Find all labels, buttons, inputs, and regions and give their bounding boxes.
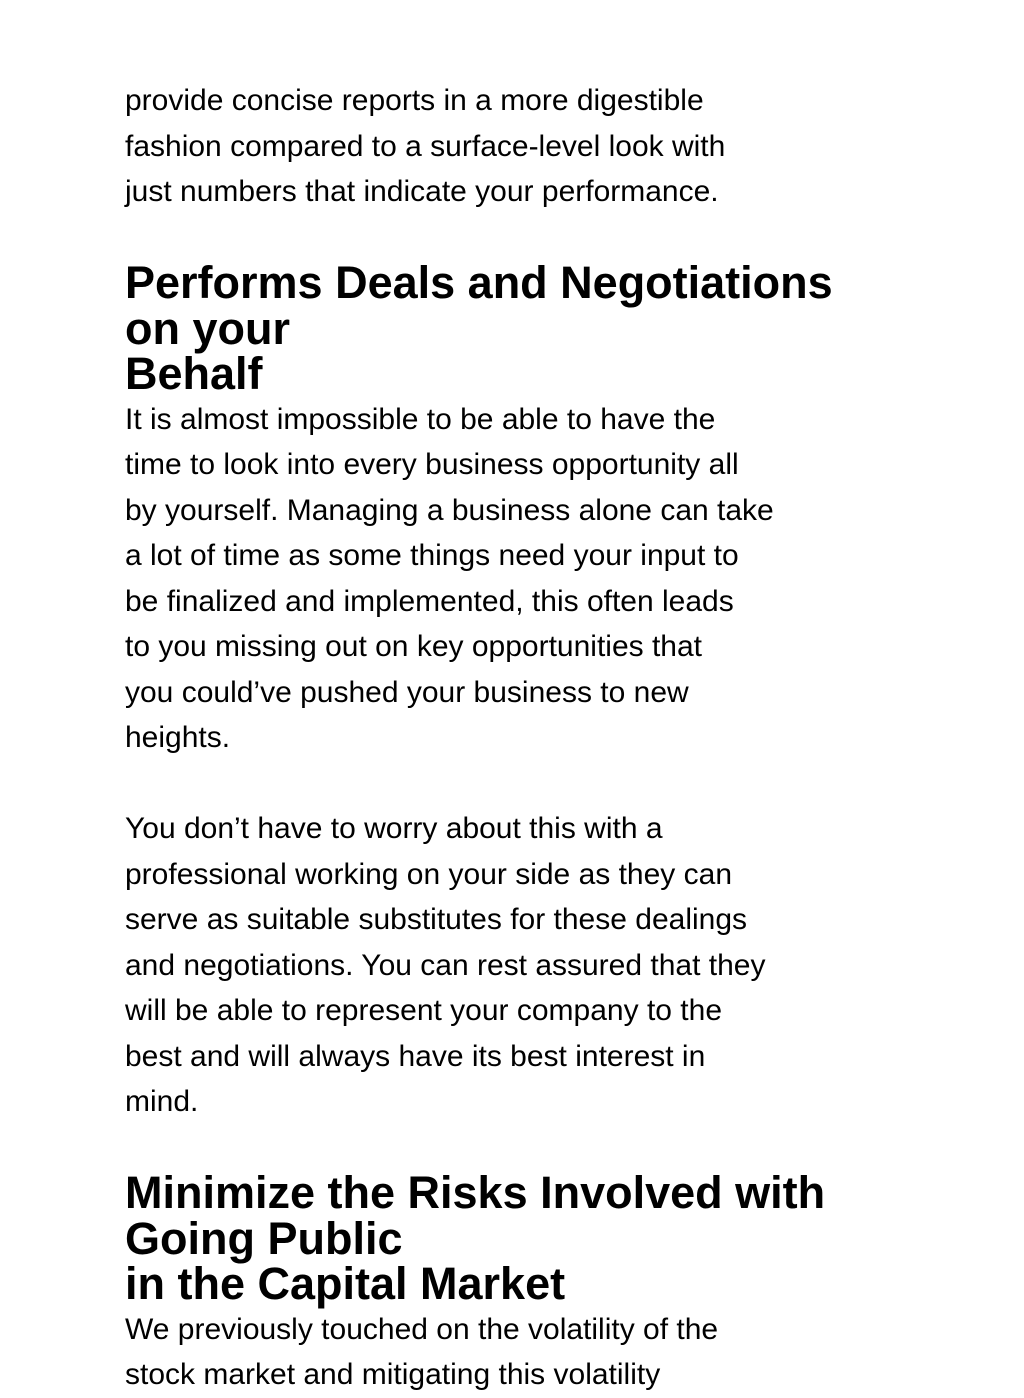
section-heading-deals-negotiations: Performs Deals and Negotiations on your Behalf [125, 257, 833, 399]
intro-paragraph: provide concise reports in a more digestible fashion compared to a surface-level look with just numbers that indicate your performance. [125, 84, 726, 208]
paragraph-spacer [125, 1125, 885, 1171]
paragraph-spacer [125, 761, 885, 807]
document-page [125, 78, 885, 1398]
section1-paragraph-2: You don’t have to worry about this with a professional working on your side as they can serve as suitable substitutes for these dealings and negotiations. You can rest assured that they will be able to represent your company to the best and will always have its best interest in mind. [125, 812, 766, 1118]
section2-paragraph-1: We previously touched on the volatility of the stock market and mitigating this volatility [125, 1312, 719, 1391]
section-heading-minimize-risks: Minimize the Risks Involved with Going Public in the Capital Market [125, 1167, 826, 1309]
section1-paragraph-1: It is almost impossible to be able to have the time to look into every business opportunity all by yourself. Managing a business alone can take a lot of time as some things need your input to be finalized and implemented, this often leads to you missing out on key opportunities that you could’ve pushed your business to new heights. [125, 402, 774, 754]
paragraph-spacer [125, 215, 885, 261]
